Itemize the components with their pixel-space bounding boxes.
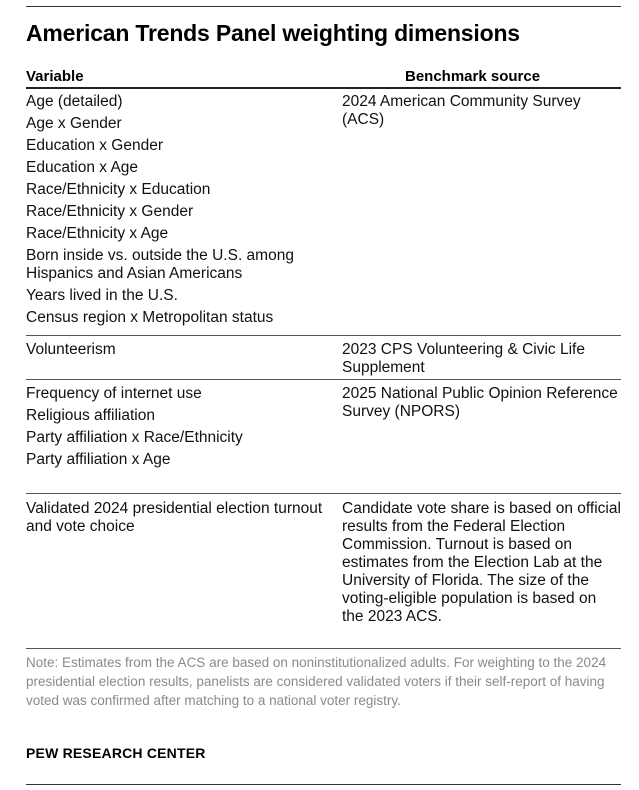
variable-item: Age (detailed): [26, 93, 123, 110]
variable-item: Religious affiliation: [26, 407, 155, 424]
source-acs: 2024 American Community Survey (ACS): [342, 93, 581, 128]
variable-item: Born inside vs. outside the U.S. among Hispanics and Asian Americans: [26, 247, 294, 282]
variable-item: Race/Ethnicity x Education: [26, 181, 211, 198]
top-rule: [26, 6, 621, 7]
variable-item: Race/Ethnicity x Gender: [26, 203, 194, 220]
variable-item: Age x Gender: [26, 115, 122, 132]
variable-item: Volunteerism: [26, 341, 116, 358]
variables-group-election: [26, 500, 331, 535]
variable-item: Party affiliation x Age: [26, 451, 171, 468]
variable-item: Education x Age: [26, 159, 139, 176]
row-divider: [26, 493, 621, 494]
row-divider: [26, 379, 621, 380]
variables-group-cps: [26, 341, 331, 363]
variable-item: Frequency of internet use: [26, 385, 202, 402]
source-election: Candidate vote share is based on official results from the Federal Election Commission. Turnout is based on estimates from the Election Lab at the University of Florida. The size of the voting-eligible population is based on the 2023 ACS.: [342, 500, 621, 625]
row-divider: [26, 335, 621, 336]
variable-item: Party affiliation x Race/Ethnicity: [26, 429, 243, 446]
variables-group-acs: [26, 93, 331, 331]
row-divider: [26, 648, 621, 649]
variable-item: Race/Ethnicity x Age: [26, 225, 169, 242]
column-header-variable: Variable: [26, 68, 84, 85]
variable-item: Years lived in the U.S.: [26, 287, 178, 304]
page-title: American Trends Panel weighting dimensions: [26, 20, 520, 46]
source-credit: PEW RESEARCH CENTER: [26, 745, 206, 761]
variables-group-npors: [26, 385, 331, 473]
bottom-rule: [26, 784, 621, 785]
footnote: Note: Estimates from the ACS are based on noninstitutionalized adults. For weighting to the 2024 presidential election results, panelists are considered validated voters if their self-report of having voted was confirmed after matching to a national voter registry.: [26, 655, 607, 708]
variable-item: Census region x Metropolitan status: [26, 309, 274, 326]
variable-item: Validated 2024 presidential election turnout and vote choice: [26, 500, 323, 535]
column-header-source: Benchmark source: [405, 68, 541, 85]
source-npors: 2025 National Public Opinion Reference Survey (NPORS): [342, 385, 618, 420]
variable-item: Education x Gender: [26, 137, 164, 154]
header-rule: [26, 87, 621, 89]
source-cps: 2023 CPS Volunteering & Civic Life Supplement: [342, 341, 585, 376]
